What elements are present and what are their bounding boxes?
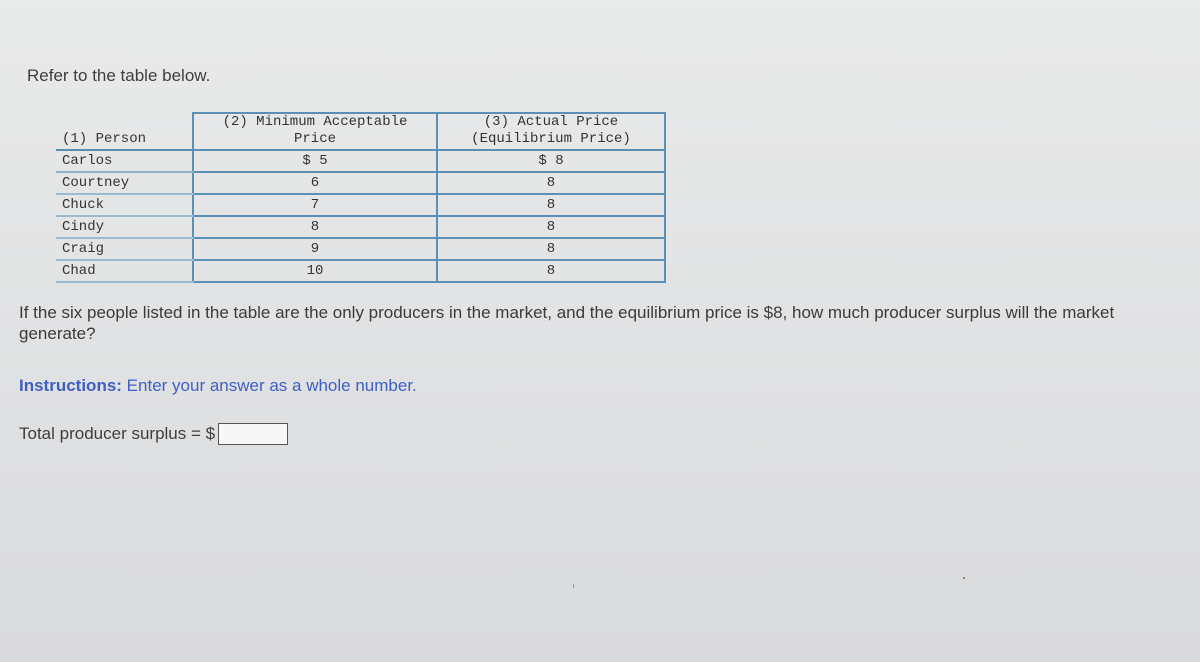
cell-person: Craig <box>56 238 193 260</box>
instructions <box>19 376 417 396</box>
answer-row <box>19 423 288 445</box>
producer-surplus-input[interactable] <box>218 423 288 445</box>
cell-actual-price: 8 <box>437 260 665 282</box>
cell-person: Carlos <box>56 150 193 172</box>
table-row <box>56 216 665 238</box>
table-row <box>56 150 665 172</box>
screen-speck <box>963 577 965 579</box>
instructions-label: Instructions: <box>19 376 122 395</box>
cell-min-price: 8 <box>193 216 437 238</box>
header-actual-price-line2: (Equilibrium Price) <box>471 131 631 147</box>
header-person-label: (1) Person <box>62 131 147 147</box>
table-row <box>56 172 665 194</box>
cell-person: Chad <box>56 260 193 282</box>
producer-table <box>56 112 666 283</box>
cell-min-price: 9 <box>193 238 437 260</box>
cell-min-price: 6 <box>193 172 437 194</box>
instructions-text: Enter your answer as a whole number. <box>121 376 417 395</box>
header-actual-price-line1: (3) Actual Price <box>483 114 619 130</box>
cell-min-price: 10 <box>193 260 437 282</box>
table-row <box>56 260 665 282</box>
header-min-price-line1: (2) Minimum Acceptable <box>222 114 408 130</box>
header-min-price <box>193 113 437 150</box>
cell-person: Chuck <box>56 194 193 216</box>
screen-speck <box>573 584 574 588</box>
header-min-price-line2: Price <box>293 131 336 147</box>
intro-text: Refer to the table below. <box>27 66 211 85</box>
table-row <box>56 238 665 260</box>
cell-actual-price: 8 <box>437 238 665 260</box>
table-row <box>56 194 665 216</box>
cell-min-price: $ 5 <box>193 150 437 172</box>
header-actual-price <box>437 113 665 150</box>
cell-actual-price: 8 <box>437 194 665 216</box>
question-text: If the six people listed in the table are the only producers in the market, and the equilibrium price is $8, how much producer surplus will the market generate? <box>19 303 1115 343</box>
cell-actual-price: 8 <box>437 216 665 238</box>
cell-person: Cindy <box>56 216 193 238</box>
cell-actual-price: 8 <box>437 172 665 194</box>
table-header-row <box>56 113 665 150</box>
cell-min-price: 7 <box>193 194 437 216</box>
header-person <box>56 113 193 150</box>
cell-person: Courtney <box>56 172 193 194</box>
answer-label: Total producer surplus = $ <box>19 424 216 443</box>
cell-actual-price: $ 8 <box>437 150 665 172</box>
